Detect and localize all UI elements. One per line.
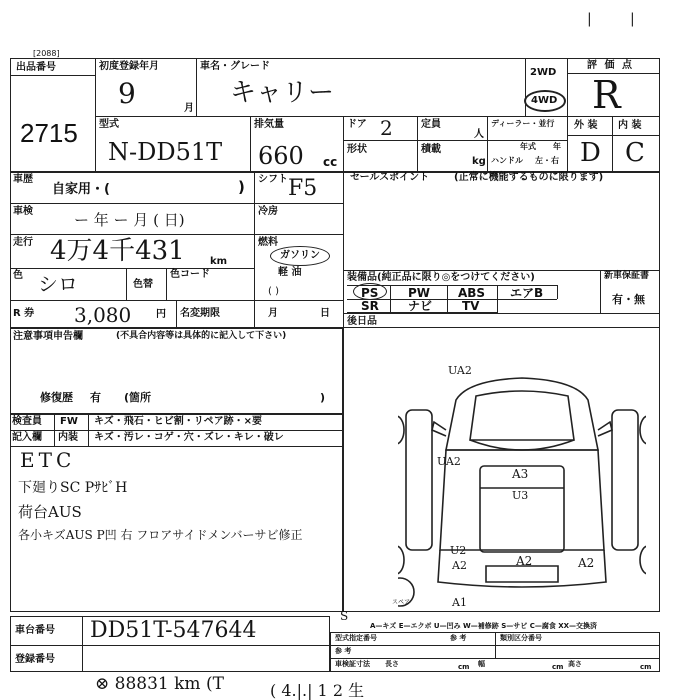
recorder-label: 記入欄 xyxy=(12,432,42,443)
door-label: ドア xyxy=(347,119,367,130)
car-rear-gate xyxy=(486,566,558,582)
first-reg-label: 初度登録年月 xyxy=(99,61,159,72)
length-label: 長さ xyxy=(385,660,399,668)
door-value: 2 xyxy=(380,116,393,140)
shape-label: 形状 xyxy=(347,144,367,155)
color-change-label: 色替 xyxy=(133,279,153,290)
cc-label: 排気量 xyxy=(254,119,284,130)
history-type-close: ) xyxy=(238,178,245,196)
mileage-label: 走行 xyxy=(13,237,33,248)
repair-value: 有 xyxy=(90,391,101,404)
ticket-label: R 券 xyxy=(13,308,35,319)
exterior-value: D xyxy=(580,138,601,168)
mark-a1: A1 xyxy=(452,596,467,609)
interior-label: 内 装 xyxy=(618,120,642,131)
color-value: シロ xyxy=(38,272,78,296)
interior-text: キズ・汚レ・コゲ・穴・ズレ・キレ・破レ xyxy=(94,432,284,443)
interior-row-label: 内装 xyxy=(58,432,78,443)
mark-a2-left: A2 xyxy=(452,559,467,572)
mark-a2-right: A2 xyxy=(578,556,595,570)
car-mirror-right xyxy=(598,422,612,436)
equipment-label: 装備品(純正品に限り◎をつけてください) xyxy=(347,272,535,283)
equip-abs: ABS xyxy=(458,286,486,300)
history-type-value: 自家用・( xyxy=(52,182,110,197)
equip-ps: PS xyxy=(361,286,379,300)
notes-label: 注意事項申告欄 xyxy=(13,331,83,342)
car-side-right xyxy=(612,410,638,550)
handwritten-bottom: ⊗ 88831 km (T xyxy=(95,674,224,694)
load-unit: kg xyxy=(472,156,486,167)
drive-2wd: 2WD xyxy=(530,67,557,78)
mark-ua2-top: UA2 xyxy=(448,364,472,377)
aircon-label: 冷房 xyxy=(258,206,278,217)
equip-tv: TV xyxy=(462,299,480,313)
seats-label: 定員 xyxy=(421,119,441,130)
mark-ua2-left: UA2 xyxy=(437,455,461,468)
lot-number: 2715 xyxy=(20,118,78,148)
height-label: 高さ xyxy=(568,660,582,668)
equip-sr: SR xyxy=(361,299,379,313)
repair-place: (箇所 xyxy=(124,391,152,404)
legend-prefix: S xyxy=(340,609,349,623)
color-label: 色 xyxy=(13,270,23,281)
namechange-label: 名変期限 xyxy=(180,308,220,319)
cm-1: cm xyxy=(458,663,470,671)
ticket-unit: 円 xyxy=(156,309,166,320)
fuel-paren: ( ) xyxy=(268,286,279,297)
grade-value: R xyxy=(592,73,621,117)
seats-unit: 人 xyxy=(474,129,484,140)
car-windshield xyxy=(470,440,574,450)
shift-label: シフト xyxy=(258,174,288,185)
model-label: 型式 xyxy=(99,119,119,130)
width-label: 幅 xyxy=(478,660,485,668)
fw-text: キズ・飛石・ヒビ割・リペア跡・×要 xyxy=(94,416,262,427)
chassis-value: DD51T-547644 xyxy=(90,618,257,643)
model-spec-label: 型式指定番号 xyxy=(335,634,377,642)
year-unit: 年 xyxy=(553,142,561,151)
category-label: 類別区分番号 xyxy=(500,634,542,642)
first-reg-year: 9 xyxy=(118,77,136,110)
model-value: N-DD51T xyxy=(108,138,223,166)
mark-a3: A3 xyxy=(512,467,529,481)
corner-mark-right: | xyxy=(630,11,635,27)
name-label: 車名・グレード xyxy=(200,61,270,72)
equip-navi: ナビ xyxy=(408,299,433,313)
equip-pw: PW xyxy=(408,286,431,300)
fuel-diesel: 軽 油 xyxy=(278,267,302,278)
drive-4wd: 4WD xyxy=(531,95,558,106)
shaken-label: 車検 xyxy=(13,206,33,217)
exterior-label: 外 装 xyxy=(574,120,598,131)
history-type-label: 車歴 xyxy=(13,174,33,185)
mark-u3: U3 xyxy=(512,489,529,502)
repair-close: ) xyxy=(320,391,326,404)
cc-unit: cc xyxy=(323,155,338,169)
handle-label: ハンドル xyxy=(491,156,523,165)
inspector-label: 検査員 xyxy=(12,416,42,427)
mark-u2: U2 xyxy=(450,544,467,557)
spare-label: スペア xyxy=(392,599,411,606)
cm-2: cm xyxy=(552,663,564,671)
sales-note: (正常に機能するものに限ります) xyxy=(454,172,604,183)
color-code-label: 色コード xyxy=(170,269,210,280)
mileage-value: 4万4千431 xyxy=(50,236,185,266)
reg-label: 登録番号 xyxy=(15,654,55,665)
fw-label: FW xyxy=(60,416,78,427)
manual-value: 有・無 xyxy=(612,293,645,306)
dealer-label: ディーラー・並行 xyxy=(491,119,555,128)
namechange-month: 月 xyxy=(268,308,278,319)
ticket-value: 3,080 xyxy=(74,303,132,327)
load-label: 積載 xyxy=(421,144,441,155)
date-label: 後日品 xyxy=(347,316,377,327)
car-roof-inner xyxy=(470,391,574,440)
handle-value: 左・右 xyxy=(535,156,559,165)
chassis-label: 車台番号 xyxy=(15,625,55,636)
cm-3: cm xyxy=(640,663,652,671)
repair-label: 修復歴 xyxy=(40,391,73,404)
month-unit: 月 xyxy=(184,103,194,114)
sales-label: セールスポイント xyxy=(350,172,430,183)
legend-text: A—キズ E—エクボ U—凹み W—補修跡 S—サビ C—腐食 XX—交換済 xyxy=(370,622,598,630)
car-mirror-left xyxy=(432,422,446,436)
year-label: 年式 xyxy=(520,142,536,151)
corner-mark-left: | xyxy=(587,11,592,27)
grade-label: 評 価 点 xyxy=(587,60,634,71)
note-line-4: 各小キズAUS P凹 右 フロアサイドメンバーサビ修正 xyxy=(18,528,303,542)
ref2-label: 参 考 xyxy=(335,647,352,655)
notes-note: (不具合内容等は具体的に記入して下さい) xyxy=(116,331,287,341)
shaken-value: ー 年 ー 月 ( 日) xyxy=(74,211,185,229)
cc-value: 660 xyxy=(258,142,304,170)
handwritten-bottom-2: ( 4.|.| 1 2 生 xyxy=(270,681,365,700)
ref-label: 参 考 xyxy=(450,634,467,642)
fuel-label: 燃料 xyxy=(258,237,278,248)
shift-value: F5 xyxy=(288,176,318,201)
note-line-2: 下廻りSC PｻﾋﾞH xyxy=(18,480,128,496)
wheel-rear-right xyxy=(640,546,646,574)
lot-label: 出品番号 xyxy=(16,62,56,73)
note-line-1: ETC xyxy=(20,448,76,472)
name-value: キャリー xyxy=(230,78,335,108)
wheel-front-right xyxy=(640,416,646,444)
car-side-left xyxy=(406,410,432,550)
fuel-gas: ガソリン xyxy=(280,250,320,261)
note-line-3: 荷台AUS xyxy=(18,503,82,521)
mileage-unit: km xyxy=(210,256,228,267)
namechange-day: 日 xyxy=(320,308,330,319)
wheel-front-left xyxy=(398,416,404,444)
size-label: 車検証寸法 xyxy=(335,660,370,668)
lot-code: [2088] xyxy=(33,49,60,58)
wheel-rear-left xyxy=(398,546,404,574)
manual-label: 新車保証書 xyxy=(604,271,650,281)
equip-airbag: エアB xyxy=(510,286,544,300)
interior-value: C xyxy=(625,138,645,168)
mark-a2-mid: A2 xyxy=(516,554,533,568)
